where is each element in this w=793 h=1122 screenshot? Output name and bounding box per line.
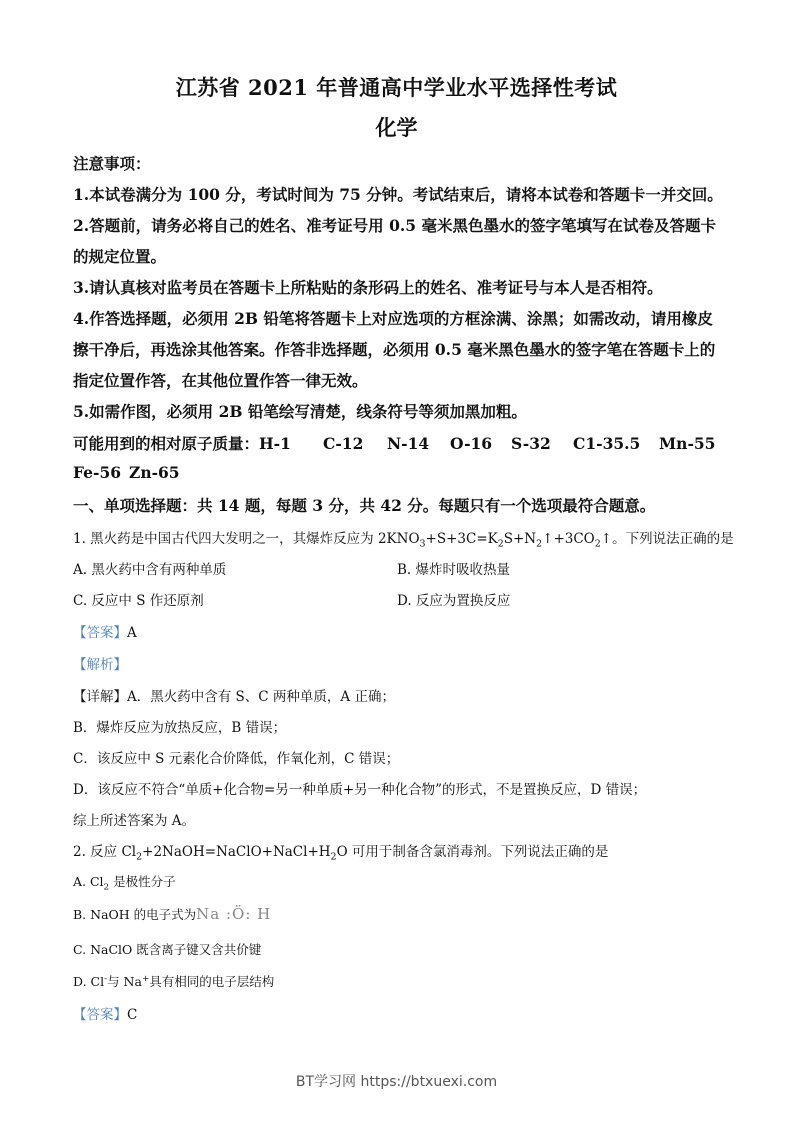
mass-h: H-1 xyxy=(259,434,291,453)
mass-s: S-32 xyxy=(511,434,551,453)
note-item-4-cont: 擦干净后，再选涂其他答案。作答非选择题，必须用 0.5 毫米黑色墨水的签字笔在答题卡上的 xyxy=(73,340,716,359)
mass-zn: Zn-65 xyxy=(129,463,180,482)
section-heading: 一、单项选择题：共 14 题，每题 3 分，共 42 分。每题只有一个选项最符合题意。 xyxy=(73,496,656,515)
note-item-2-cont: 的规定位置。 xyxy=(73,247,167,266)
naoh-lewis-structure: Na :Ö: H xyxy=(196,905,272,923)
subject-title: 化学 xyxy=(375,115,418,140)
note-item-3: 3.请认真核对监考员在答题卡上所粘贴的条形码上的姓名、准考证号与本人是否相符。 xyxy=(73,278,663,297)
answer-label: 【答案】 xyxy=(73,1007,127,1023)
mass-c: C-12 xyxy=(323,434,364,453)
question-1-answer xyxy=(73,621,137,641)
mass-n: N-14 xyxy=(387,434,430,453)
question-2-stem: 2. 反应 $Cl_2+2NaOH=NaClO+NaCl+H_2O$ 可用于制备含氯消毒剂。下列说法正确的是 xyxy=(73,844,609,863)
question-1-detail-c: C．该反应中 S 元素化合价降低，作氧化剂，C 错误； xyxy=(73,751,400,767)
mass-mn: Mn-55 xyxy=(659,434,716,453)
note-item-2: 2.答题前，请务必将自己的姓名、准考证号用 0.5 毫米黑色墨水的签字笔填写在试卷及答题卡 xyxy=(73,216,716,235)
note-item-4: 4.作答选择题，必须用 2B 铅笔将答题卡上对应选项的方框涂满、涂黑；如需改动，请用橡皮 xyxy=(73,309,713,328)
atomic-masses-label: 可能用到的相对原子质量： xyxy=(73,434,260,453)
mass-fe: Fe-56 xyxy=(73,463,122,482)
question-1-conclusion: 综上所述答案为 A。 xyxy=(73,813,196,829)
mass-o: O-16 xyxy=(450,434,493,453)
question-1-option-d: D. 反应为置换反应 xyxy=(397,593,511,609)
question-1-option-a: A. 黑火药中含有两种单质 xyxy=(73,562,227,578)
mass-cl: C1-35.5 xyxy=(573,434,641,453)
question-1-stem: 1. 黑火药是中国古代四大发明之一，其爆炸反应为 $2KNO_3+S+3C=K_2S+N_2↑+3CO_2↑$。下列说法正确的是 xyxy=(73,531,734,550)
question-1-analysis-label: 【解析】 xyxy=(73,657,127,673)
notes-heading: 注意事项： xyxy=(73,154,151,173)
question-1-detail-d: D．该反应不符合“单质+化合物=另一种单质+另一种化合物”的形式，不是置换反应，D 错误； xyxy=(73,782,647,798)
question-2-answer xyxy=(73,1003,137,1023)
detail-label: 【详解】 xyxy=(73,689,127,705)
question-2-option-d: D. Cl-与 Na+具有相同的电子层结构 xyxy=(73,973,275,989)
answer-value: C xyxy=(127,1007,138,1023)
atomic-masses-row-1 xyxy=(73,432,715,454)
note-item-1: 1.本试卷满分为 100 分，考试时间为 75 分钟。考试结束后，请将本试卷和答题卡一并交回。 xyxy=(73,185,723,204)
question-2-option-c: C. NaClO 既含离子键又含共价键 xyxy=(73,942,262,957)
page-title: 江苏省 2021 年普通高中学业水平选择性考试 xyxy=(175,75,618,100)
question-1-detail-a: 【详解】A．黑火药中含有 S、C 两种单质，A 正确； xyxy=(73,689,395,705)
question-1-option-c: C. 反应中 S 作还原剂 xyxy=(73,593,204,609)
note-item-5: 5.如需作图，必须用 2B 铅笔绘写清楚，线条符号等须加黑加粗。 xyxy=(73,402,527,421)
question-2-option-b: B. NaOH 的电子式为Na :Ö: H xyxy=(73,905,272,923)
question-1-detail-b: B．爆炸反应为放热反应，B 错误； xyxy=(73,720,287,736)
question-1-option-b: B. 爆炸时吸收热量 xyxy=(397,562,511,578)
footer-watermark: BT学习网 https://btxuexi.com xyxy=(295,1074,498,1090)
answer-value: A xyxy=(127,625,137,641)
answer-label: 【答案】 xyxy=(73,625,127,641)
atomic-masses-row-2 xyxy=(73,463,180,482)
question-2-option-a: A. $Cl_2$ 是极性分子 xyxy=(73,874,176,893)
note-item-4-cont2: 指定位置作答，在其他位置作答一律无效。 xyxy=(73,371,368,390)
